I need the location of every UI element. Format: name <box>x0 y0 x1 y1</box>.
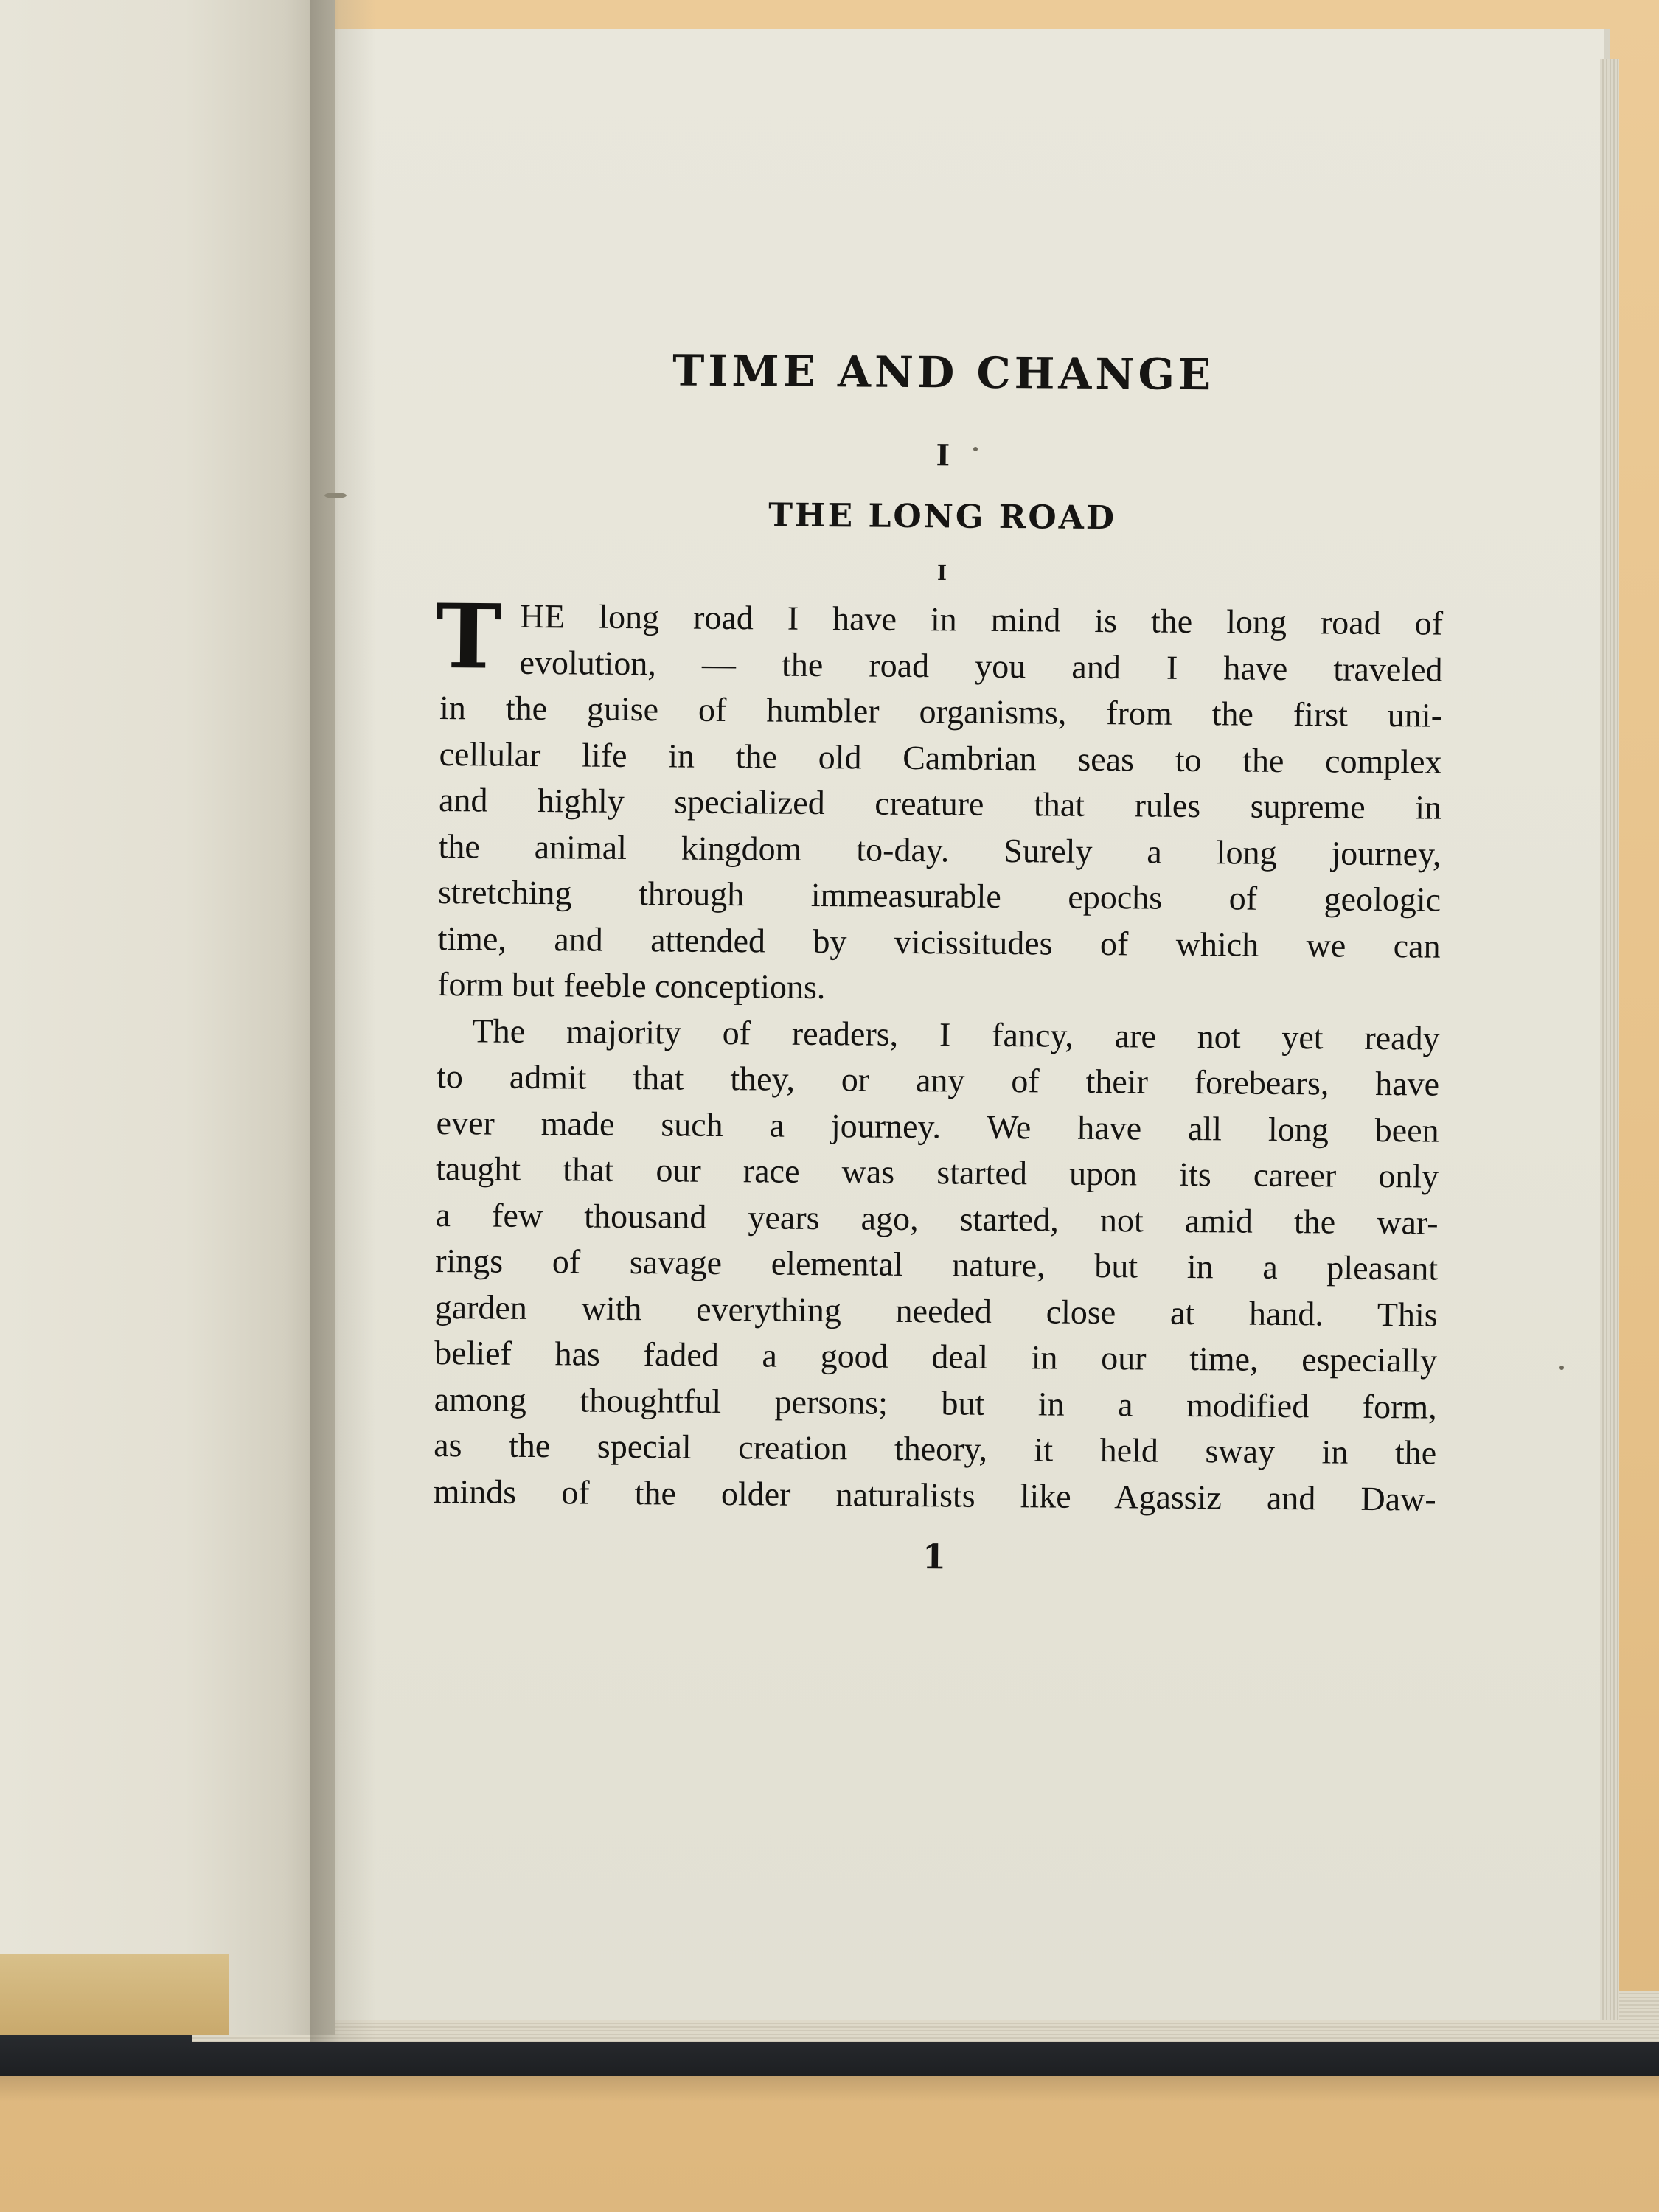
text-line: The majority of readers, I fancy, are not yet ready <box>472 1011 1440 1057</box>
text-line: evolution, — the road you and I have traveled <box>519 643 1443 689</box>
text-line: form but feeble conceptions. <box>437 964 826 1006</box>
paragraph <box>433 1007 1439 1522</box>
chapter-title: THE LONG ROAD <box>768 496 1117 538</box>
text-line: and highly specialized creature that rules supreme in <box>438 780 1442 827</box>
text-line: belief has faded a good deal in our time, especially <box>434 1333 1438 1380</box>
page-number: 1 <box>922 1537 947 1577</box>
text-line: cellular life in the old Cambrian seas to the complex <box>439 734 1442 781</box>
text-line: minds of the older naturalists like Agassiz and Daw- <box>433 1472 1436 1518</box>
left-page <box>0 0 335 2035</box>
text-line: rings of savage elemental nature, but in a pleasant <box>434 1241 1439 1287</box>
paragraph <box>435 584 1444 1015</box>
section-number: I <box>936 560 947 585</box>
text-line: among thoughtful persons; but in a modified form, <box>434 1380 1437 1426</box>
text-line: a few thousand years ago, started, not amid the war- <box>435 1195 1439 1242</box>
text-line: to admit that they, or any of their forebears, have <box>436 1057 1440 1103</box>
page-text-block <box>433 339 1445 1583</box>
text-line: in the guise of humbler organisms, from the first uni- <box>439 688 1443 734</box>
page-speck <box>1559 1366 1564 1370</box>
body-text <box>433 584 1444 1523</box>
left-page-edge <box>0 1954 229 2035</box>
text-line: HE long road I have in mind is the long road of <box>519 597 1444 642</box>
chapter-number: I <box>936 438 950 473</box>
text-line: as the special creation theory, it held sway in the <box>434 1425 1437 1472</box>
book-gutter <box>310 0 376 2042</box>
page-speck <box>324 493 347 498</box>
text-line: the animal kingdom to-day. Surely a long journey, <box>438 827 1441 873</box>
right-page-fore-edge <box>1600 59 1619 2020</box>
text-line: time, and attended by vicissitudes of which we can <box>437 919 1441 965</box>
text-line: taught that our race was started upon its career only <box>435 1149 1439 1195</box>
drop-cap: T <box>435 584 502 689</box>
text-line: garden with everything needed close at hand. This <box>434 1287 1438 1334</box>
text-line: ever made such a journey. We have all long been <box>436 1103 1439 1150</box>
book-title: TIME AND CHANGE <box>672 345 1215 400</box>
text-line: stretching through immeasurable epochs of geologic <box>437 872 1441 919</box>
